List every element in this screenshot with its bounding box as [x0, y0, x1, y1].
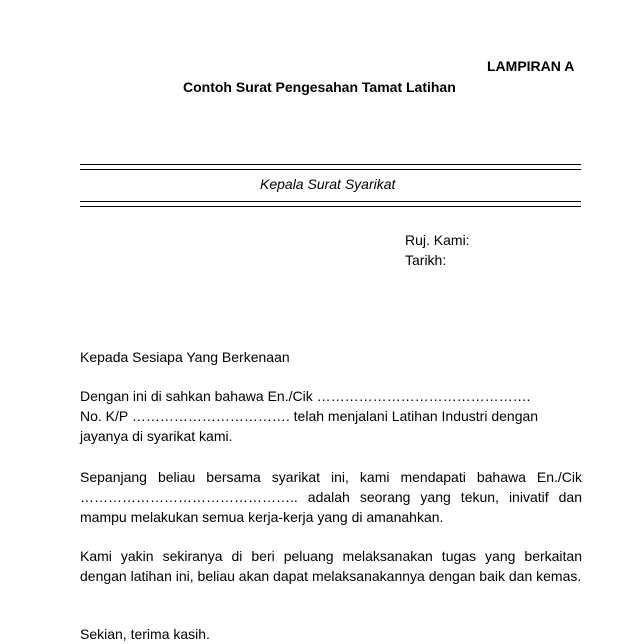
paragraph-recommendation: Kami yakin sekiranya di beri peluang melaksanakan tugas yang berkaitan dengan latihan ini, beliau akan dapat melaksanakannya dengan baik dan kemas. — [80, 548, 582, 584]
paragraph-evaluation: Sepanjang beliau bersama syarikat ini, kami mendapati bahawa En./Cik ……………………………………….. adalah seorang yang tekun, inivatif dan mampu melakukan semua kerja-kerja yang di amanahkan. — [80, 469, 582, 525]
date-label: Tarikh: — [405, 252, 447, 268]
letterhead-placeholder: Kepala Surat Syarikat — [260, 176, 396, 192]
letterhead-bottom-rule-1 — [80, 201, 581, 202]
paragraph-line: Dengan ini di sahkan bahawa En./Cik ………………………………………. — [80, 388, 531, 404]
letterhead-top-rule-1 — [80, 164, 581, 165]
paragraph-line: jayanya di syarikat kami. — [80, 428, 233, 444]
document-title: Contoh Surat Pengesahan Tamat Latihan — [183, 79, 456, 95]
paragraph-confirmation — [80, 386, 582, 446]
letterhead-top-rule-2 — [80, 169, 581, 170]
appendix-label: LAMPIRAN A — [487, 58, 575, 74]
reference-number-label: Ruj. Kami: — [405, 232, 470, 248]
paragraph-line: No. K/P ……………………………. telah menjalani Latihan Industri dengan — [80, 408, 539, 424]
salutation: Kepada Sesiapa Yang Berkenaan — [80, 349, 290, 365]
letterhead-bottom-rule-2 — [80, 206, 581, 207]
closing-line: Sekian, terima kasih. — [80, 626, 210, 642]
